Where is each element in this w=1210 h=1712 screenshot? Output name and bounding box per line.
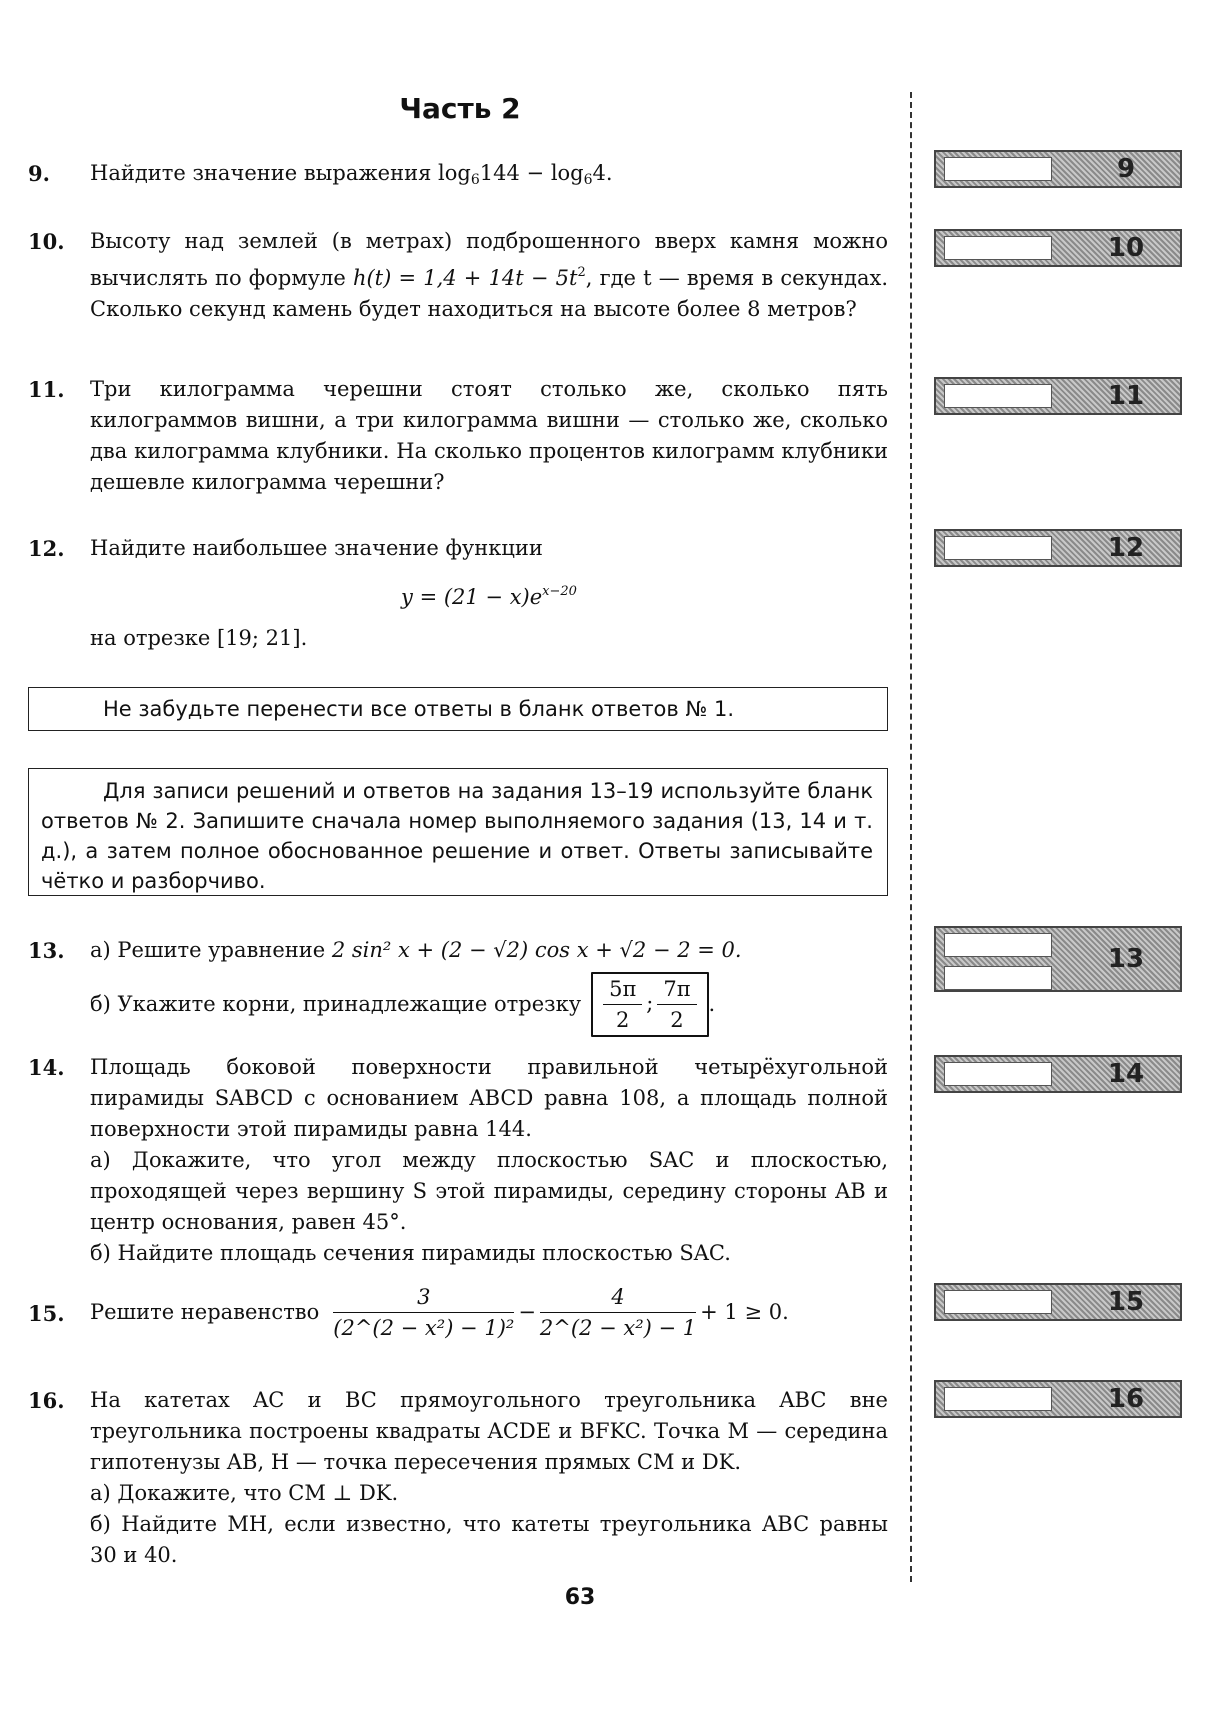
log-arg: 144	[479, 161, 520, 185]
task-text: На катетах AC и BC прямоугольного треугольника ABC вне треугольника построены квадраты ACDE и BFKC. Точка M — середина гипотенузы AB, H — точка пересечения прямых CM и DK.	[90, 1388, 888, 1474]
minus-sign: −	[518, 1300, 536, 1324]
numerator: 4	[540, 1282, 696, 1313]
answer-field[interactable]	[944, 933, 1052, 957]
numerator: 5π	[603, 974, 642, 1005]
minus-sign: −	[519, 161, 551, 185]
formula: 2 sin² x + (2 − √2) cos x + √2 − 2 = 0.	[331, 938, 742, 962]
answer-box-label: 10	[1107, 233, 1145, 263]
numerator: 3	[333, 1282, 514, 1313]
inequality-tail: + 1 ≥ 0.	[700, 1300, 789, 1324]
answer-box-label: 14	[1107, 1059, 1145, 1089]
answer-box-label: 16	[1107, 1384, 1145, 1414]
answer-box-label: 12	[1107, 533, 1145, 563]
separator: ;	[646, 991, 654, 1015]
log-base: 6	[470, 172, 480, 188]
page-number: 63	[564, 1585, 596, 1610]
fraction	[657, 974, 696, 1035]
answer-box-label: 11	[1107, 381, 1145, 411]
task-number: 15.	[28, 1301, 65, 1326]
answer-box-label: 15	[1107, 1287, 1145, 1317]
fraction	[540, 1282, 696, 1343]
task-13	[28, 935, 888, 1037]
task-10	[28, 226, 888, 325]
task-16	[28, 1385, 888, 1571]
task-11	[28, 374, 888, 498]
answer-box-14	[934, 1055, 1182, 1093]
denominator: 2	[670, 1008, 684, 1032]
log-label: log	[550, 161, 584, 185]
task-12	[28, 533, 888, 654]
task-part-b: б) Найдите площадь сечения пирамиды плоскостью SAC.	[90, 1241, 731, 1265]
task-text: на отрезке [19; 21].	[90, 626, 308, 650]
cut-line	[910, 92, 912, 1582]
log-label: log	[438, 161, 471, 185]
denominator: (2^(2 − x²) − 1)²	[333, 1316, 515, 1340]
task-number: 10.	[28, 229, 65, 254]
task-15	[28, 1282, 888, 1343]
answer-box-10	[934, 229, 1182, 267]
task-text: Три килограмма черешни стоят столько же, сколько пять килограммов вишни, а три килограмма вишни — столько же, сколько два килограмма клубники. На сколько процентов килограмм клубники дешевле килограмма черешни?	[90, 377, 888, 494]
answer-field[interactable]	[944, 1062, 1052, 1086]
answer-field[interactable]	[944, 966, 1052, 990]
answer-field[interactable]	[944, 157, 1052, 181]
exponent: x−20	[542, 584, 577, 599]
answer-field[interactable]	[944, 536, 1052, 560]
answer-field[interactable]	[944, 1387, 1052, 1411]
task-part-a: а) Докажите, что угол между плоскостью SAC и плоскостью, проходящей через вершину S этой пирамиды, середину стороны AB и центр основания, равен 45°.	[90, 1148, 888, 1234]
task-14	[28, 1052, 888, 1269]
task-number: 11.	[28, 377, 65, 402]
numerator: 7π	[657, 974, 696, 1005]
answer-field[interactable]	[944, 236, 1052, 260]
answer-box-9	[934, 150, 1182, 188]
part-heading: Часть 2	[399, 92, 521, 125]
instructions-notice: Для записи решений и ответов на задания 13–19 используйте бланк ответов № 2. Запишите сначала номер выполняемого задания (13, 14 и т. д.), а затем полное обоснованное решение и ответ. Ответы записывайте чётко и разборчиво.	[28, 768, 888, 896]
task-text: Найдите наибольшее значение функции	[90, 536, 543, 560]
transfer-notice: Не забудьте перенести все ответы в бланк ответов № 1.	[28, 687, 888, 731]
task-number: 14.	[28, 1055, 65, 1080]
answer-field[interactable]	[944, 1290, 1052, 1314]
log-arg: 4.	[592, 161, 613, 185]
task-text: Найдите значение выражения	[90, 161, 432, 185]
formula: h(t) = 1,4 + 14t − 5t	[352, 266, 578, 290]
fraction	[333, 1282, 514, 1343]
task-text: а) Решите уравнение	[90, 938, 332, 962]
task-text: Площадь боковой поверхности правильной четырёхугольной пирамиды SABCD с основанием ABCD равна 108, а площадь полной поверхности этой пирамиды равна 144.	[90, 1055, 888, 1141]
task-text: Высоту над землей (в метрах) подброшенного вверх камня можно вычислять по формуле	[90, 229, 888, 290]
task-number: 9.	[28, 161, 50, 186]
task-text: Решите неравенство	[90, 1300, 320, 1324]
task-number: 16.	[28, 1388, 65, 1413]
denominator: 2^(2 − x²) − 1	[539, 1316, 697, 1340]
answer-box-15	[934, 1283, 1182, 1321]
exponent: 2	[577, 265, 586, 280]
answer-box-13	[934, 926, 1182, 992]
task-9	[28, 158, 888, 196]
formula: y = (21 − x)e	[401, 585, 543, 609]
fraction	[603, 974, 642, 1035]
answer-box-label: 9	[1116, 154, 1136, 184]
answer-box-label: 13	[1107, 944, 1145, 974]
log-base: 6	[583, 172, 593, 188]
period: .	[708, 992, 716, 1016]
task-part-b: б) Найдите MH, если известно, что катеты треугольника ABC равны 30 и 40.	[90, 1512, 888, 1567]
answer-box-16	[934, 1380, 1182, 1418]
task-text: б) Укажите корни, принадлежащие отрезку	[90, 992, 582, 1016]
denominator: 2	[616, 1008, 630, 1032]
task-part-a: а) Докажите, что CM ⊥ DK.	[90, 1481, 399, 1505]
interval-bracket	[591, 972, 708, 1037]
answer-box-12	[934, 529, 1182, 567]
answer-box-11	[934, 377, 1182, 415]
answer-field[interactable]	[944, 384, 1052, 408]
task-number: 13.	[28, 938, 65, 963]
task-text: , где t — время в секундах. Сколько секунд камень будет находиться на высоте более 8 метров?	[90, 266, 889, 321]
task-number: 12.	[28, 536, 65, 561]
